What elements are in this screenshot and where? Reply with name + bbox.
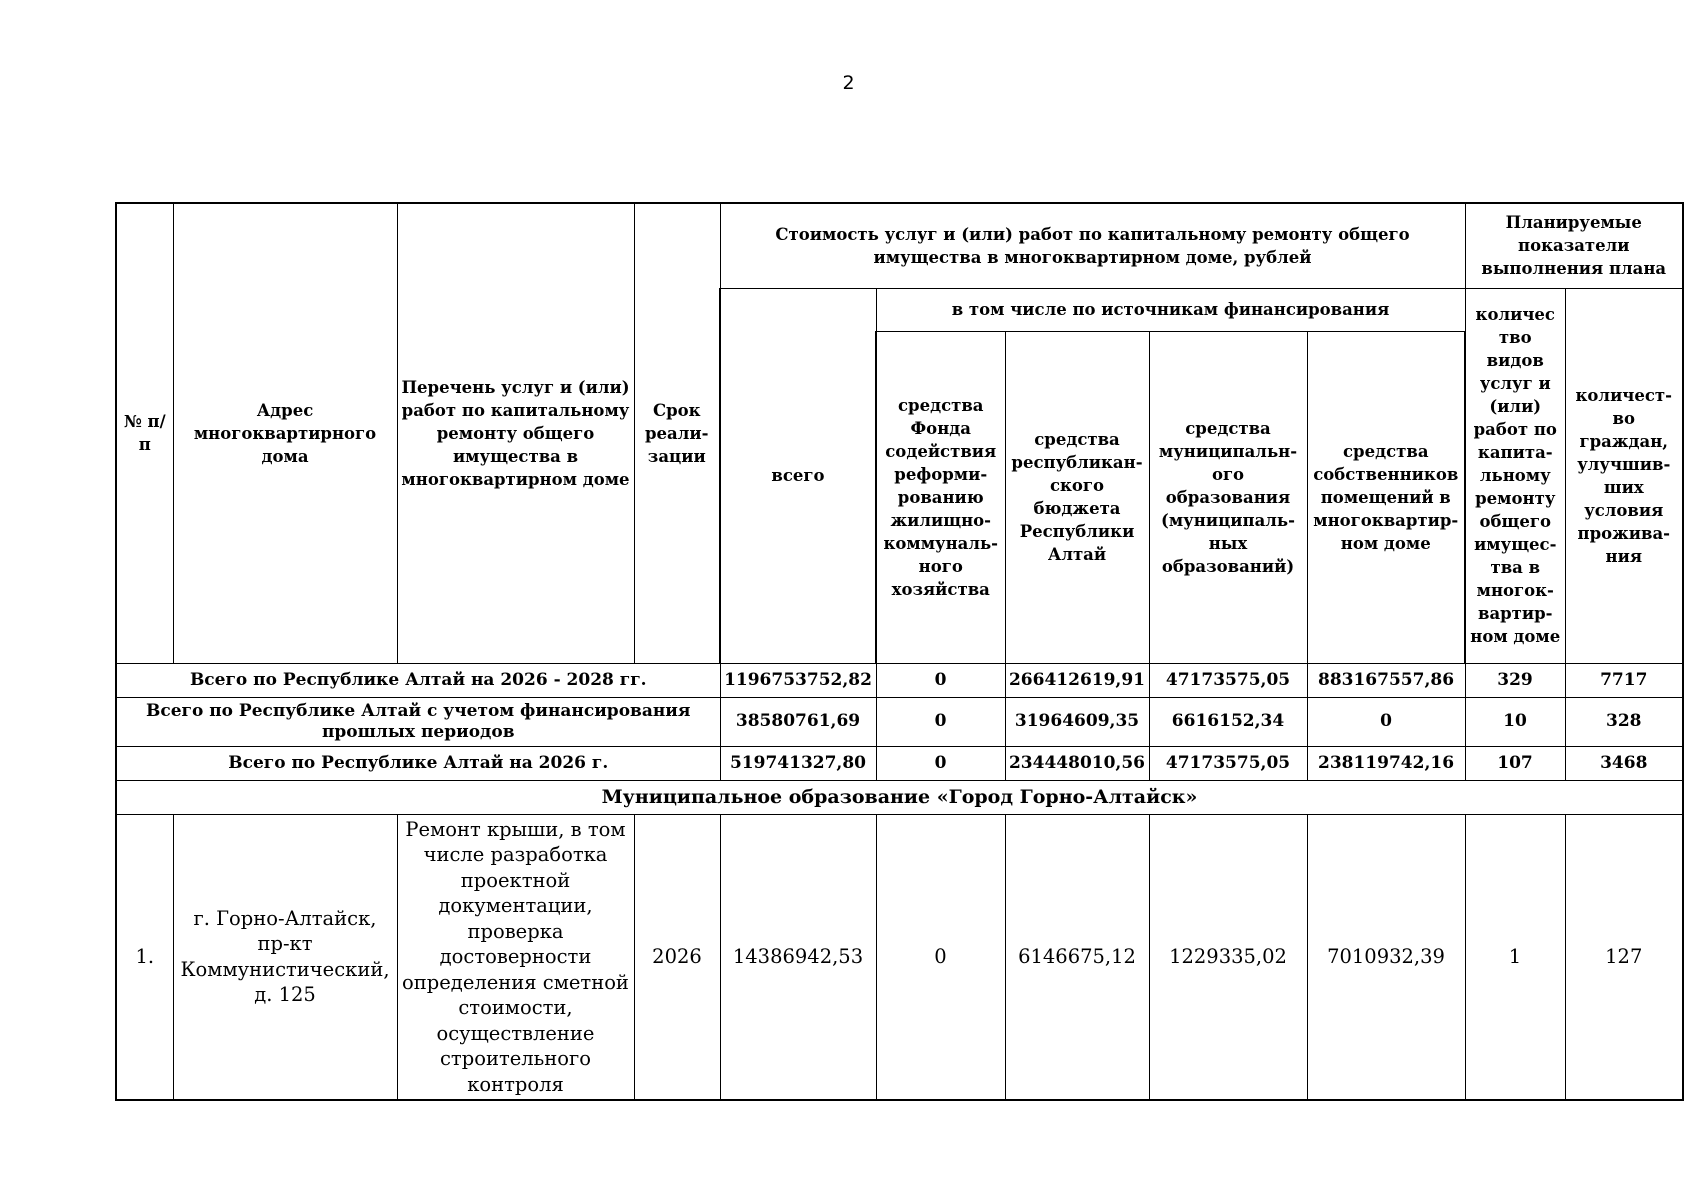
summary-citizens: 328 <box>1565 697 1683 746</box>
summary-row <box>116 697 1683 746</box>
summary-label: Всего по Республике Алтай на 2026 г. <box>116 746 720 780</box>
header-sources-group: в том числе по источникам финансирования <box>876 288 1465 331</box>
header-planned-group: Планируемые показатели выполнения плана <box>1465 203 1683 288</box>
row-citizens: 127 <box>1565 814 1683 1100</box>
header-works: Перечень услуг и (или) работ по капитальному ремонту общего имущества в многоквартирном доме <box>397 203 634 663</box>
summary-owners: 238119742,16 <box>1307 746 1465 780</box>
row-works-count: 1 <box>1465 814 1565 1100</box>
summary-municipal: 6616152,34 <box>1149 697 1307 746</box>
header-num: № п/п <box>116 203 173 663</box>
summary-works-count: 10 <box>1465 697 1565 746</box>
header-citizens: количест-во граждан, улучшив-ших условия прожива-ния <box>1565 288 1683 663</box>
header-fund: средства Фонда содействия реформи-рованию жилищно-коммуналь-ного хозяйства <box>876 331 1005 663</box>
summary-label: Всего по Республике Алтай на 2026 - 2028 гг. <box>116 663 720 697</box>
header-works-count: количес тво видов услуг и (или) работ по капита-льному ремонту общего имущес-тва в многок-вартир-ном доме <box>1465 288 1565 663</box>
row-address: г. Горно-Алтайск, пр-кт Коммунистический, д. 125 <box>173 814 397 1100</box>
summary-row <box>116 663 1683 697</box>
summary-fund: 0 <box>876 697 1005 746</box>
page-number: 2 <box>842 72 855 94</box>
header-term: Срок реали-зации <box>634 203 720 663</box>
summary-owners: 0 <box>1307 697 1465 746</box>
row-num: 1. <box>116 814 173 1100</box>
summary-owners: 883167557,86 <box>1307 663 1465 697</box>
header-total: всего <box>720 288 876 663</box>
row-municipal: 1229335,02 <box>1149 814 1307 1100</box>
summary-republic: 234448010,56 <box>1005 746 1149 780</box>
row-total: 14386942,53 <box>720 814 876 1100</box>
capital-repair-table <box>115 202 1684 1101</box>
summary-total: 519741327,80 <box>720 746 876 780</box>
header-municipal: средства муниципальн-ого образования (муниципаль-ных образований) <box>1149 331 1307 663</box>
summary-works-count: 107 <box>1465 746 1565 780</box>
header-cost-group: Стоимость услуг и (или) работ по капитальному ремонту общего имущества в многоквартирном доме, рублей <box>720 203 1465 288</box>
summary-fund: 0 <box>876 663 1005 697</box>
summary-citizens: 3468 <box>1565 746 1683 780</box>
row-works: Ремонт крыши, в том числе разработка проектной документации, проверка достоверности определения сметной стоимости, осуществление строительного контроля <box>397 814 634 1100</box>
header-owners: средства собственников помещений в многоквартир-ном доме <box>1307 331 1465 663</box>
summary-row <box>116 746 1683 780</box>
header-address: Адрес многоквартирного дома <box>173 203 397 663</box>
summary-works-count: 329 <box>1465 663 1565 697</box>
row-term: 2026 <box>634 814 720 1100</box>
row-republic: 6146675,12 <box>1005 814 1149 1100</box>
municipality-heading: Муниципальное образование «Город Горно-Алтайск» <box>116 780 1683 814</box>
summary-total: 1196753752,82 <box>720 663 876 697</box>
summary-citizens: 7717 <box>1565 663 1683 697</box>
summary-label: Всего по Республике Алтай с учетом финансирования прошлых периодов <box>116 697 720 746</box>
summary-fund: 0 <box>876 746 1005 780</box>
table-row <box>116 814 1683 1100</box>
summary-republic: 31964609,35 <box>1005 697 1149 746</box>
row-owners: 7010932,39 <box>1307 814 1465 1100</box>
summary-total: 38580761,69 <box>720 697 876 746</box>
summary-republic: 266412619,91 <box>1005 663 1149 697</box>
header-republic: средства республикан-ского бюджета Республики Алтай <box>1005 331 1149 663</box>
summary-municipal: 47173575,05 <box>1149 746 1307 780</box>
summary-municipal: 47173575,05 <box>1149 663 1307 697</box>
row-fund: 0 <box>876 814 1005 1100</box>
